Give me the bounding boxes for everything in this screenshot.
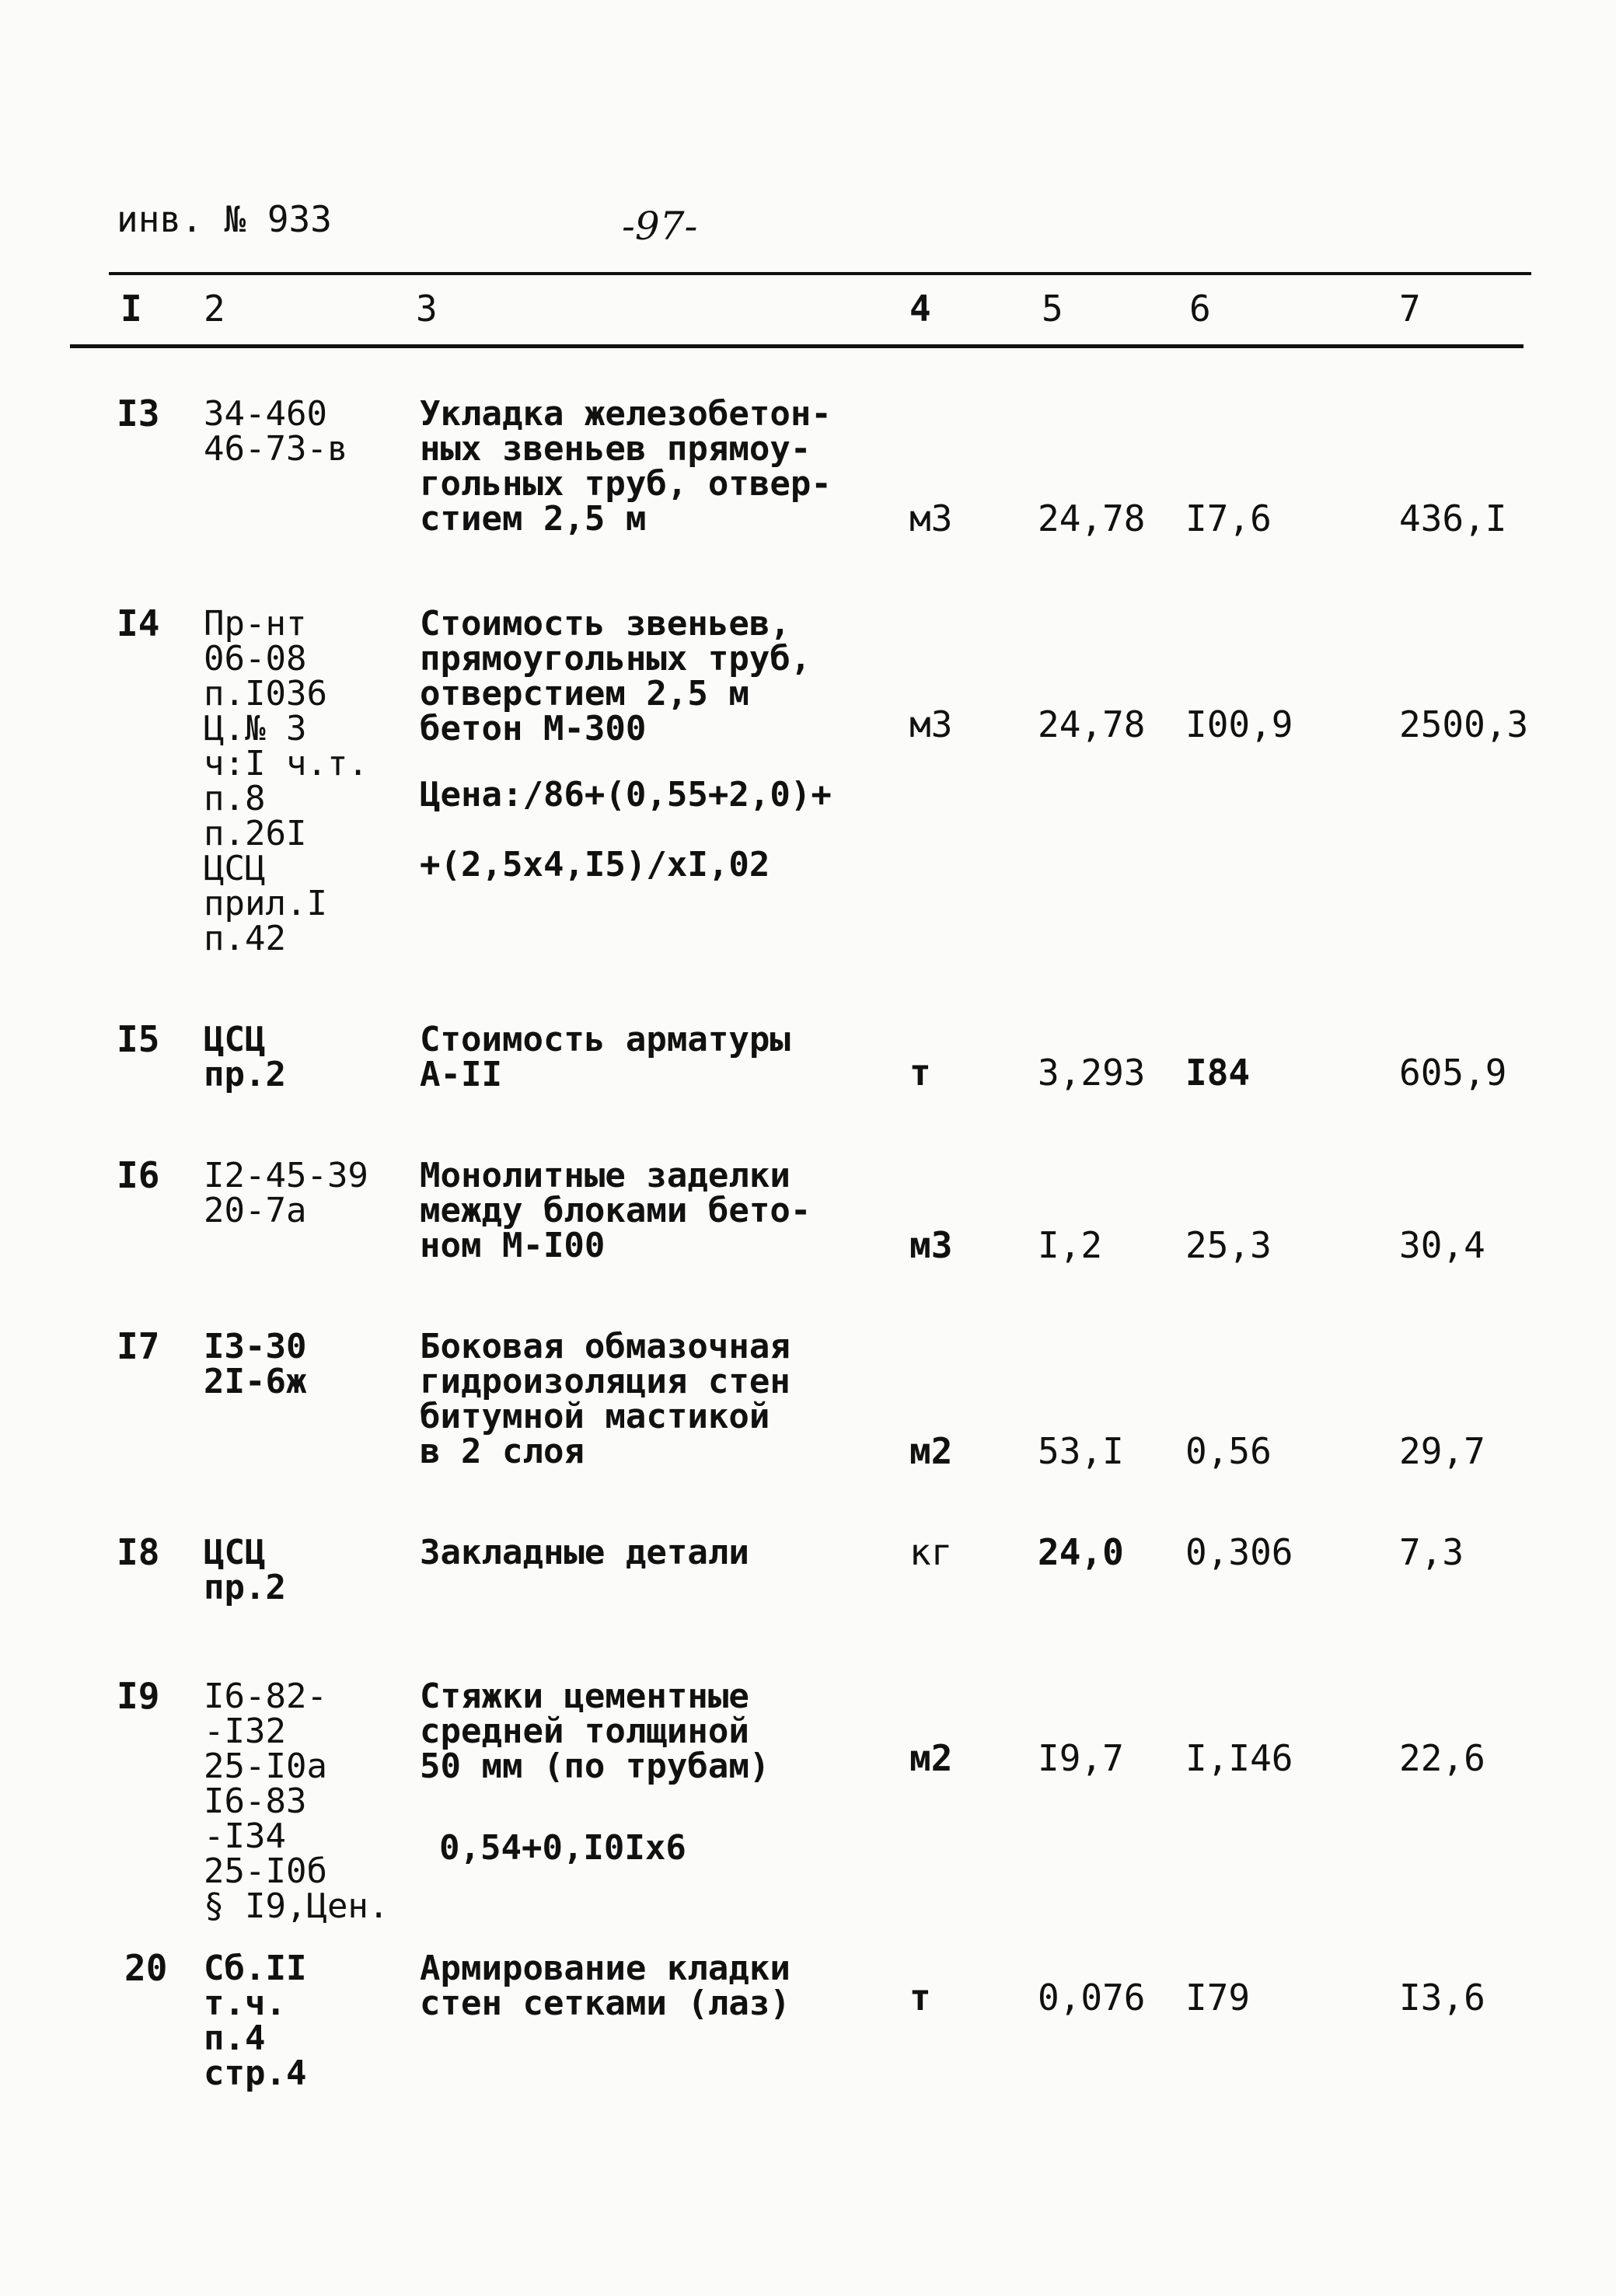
column-header-3: 3	[416, 288, 438, 330]
row-number: I8	[117, 1531, 160, 1573]
row-quantity: 53,I	[1038, 1430, 1124, 1472]
inventory-number: инв. № 933	[117, 198, 332, 240]
row-total: 29,7	[1399, 1430, 1485, 1472]
header-rule-bottom	[70, 344, 1524, 348]
row-total: 2500,3	[1399, 703, 1529, 745]
column-header-1: I	[120, 288, 142, 330]
row-price: 0,306	[1185, 1531, 1293, 1573]
row-number: I6	[117, 1154, 160, 1196]
row-quantity: 24,0	[1038, 1531, 1124, 1573]
row-quantity: 24,78	[1038, 703, 1146, 745]
row-unit: т	[909, 1977, 931, 2019]
row-price: I,I46	[1185, 1737, 1293, 1779]
row-total: 22,6	[1399, 1737, 1485, 1779]
row-number: I4	[117, 602, 160, 644]
row-code: I6-82- -I32 25-I0а I6-83 -I34 25-I0б § I9,Цен.	[204, 1677, 389, 1926]
row-number: I9	[117, 1675, 160, 1717]
row-quantity: 24,78	[1038, 497, 1146, 539]
column-header-4: 4	[909, 288, 931, 330]
row-unit: м2	[909, 1430, 953, 1472]
row-description: Укладка железобетон- ных звеньев прямоу- гольных труб, отвер- стием 2,5 м	[420, 394, 832, 539]
row-code: Пр-нт 06-08 п.I036 Ц.№ 3 ч:I ч.т. п.8 п.26I ЦСЦ прил.I п.42	[204, 604, 368, 958]
row-description: Стоимость звеньев, прямоугольных труб, отверстием 2,5 м бетон М-300	[420, 604, 811, 748]
row-number: I7	[117, 1325, 160, 1367]
row-number: I3	[117, 393, 160, 434]
row-formula: Цена:/86+(0,55+2,0)+ +(2,5х4,I5)/хI,02	[420, 775, 832, 885]
row-unit: т	[909, 1052, 931, 1094]
row-unit: м3	[909, 1224, 953, 1266]
column-header-7: 7	[1399, 288, 1421, 330]
row-price: I84	[1185, 1052, 1251, 1094]
row-price: 0,56	[1185, 1430, 1272, 1472]
row-formula: 0,54+0,I0Iх6	[439, 1828, 686, 1868]
row-description: Армирование кладки стен сетками (лаз)	[420, 1949, 791, 2023]
column-header-6: 6	[1189, 288, 1211, 330]
row-price: 25,3	[1185, 1224, 1272, 1266]
row-quantity: 0,076	[1038, 1977, 1146, 2019]
row-price: I7,6	[1185, 497, 1272, 539]
row-description: Закладные детали	[420, 1533, 749, 1572]
row-description: Боковая обмазочная гидроизоляция стен битумной мастикой в 2 слоя	[420, 1327, 791, 1471]
row-unit: м2	[909, 1737, 953, 1779]
column-header-5: 5	[1042, 288, 1063, 330]
row-total: 30,4	[1399, 1224, 1485, 1266]
row-number: I5	[117, 1018, 160, 1060]
page-number: -97-	[622, 204, 698, 249]
row-code: I2-45-39 20-7а	[204, 1156, 368, 1230]
row-description: Монолитные заделки между блоками бето- ном М-I00	[420, 1156, 811, 1265]
row-total: 605,9	[1399, 1052, 1507, 1094]
row-code: ЦСЦ пр.2	[204, 1533, 286, 1607]
row-price: I79	[1185, 1977, 1251, 2019]
row-total: I3,6	[1399, 1977, 1485, 2019]
column-header-2: 2	[204, 288, 225, 330]
row-unit: м3	[909, 497, 953, 539]
row-code: ЦСЦ пр.2	[204, 1020, 286, 1094]
row-unit: м3	[909, 703, 953, 745]
row-code: I3-30 2I-6ж	[204, 1327, 307, 1401]
row-number: 20	[124, 1947, 168, 1989]
row-quantity: I,2	[1038, 1224, 1103, 1266]
row-total: 7,3	[1399, 1531, 1464, 1573]
row-quantity: 3,293	[1038, 1052, 1146, 1094]
row-total: 436,I	[1399, 497, 1507, 539]
row-unit: кг	[909, 1531, 953, 1573]
row-price: I00,9	[1185, 703, 1293, 745]
header-rule-top	[109, 272, 1531, 275]
row-code: Сб.II т.ч. п.4 стр.4	[204, 1949, 307, 2093]
row-quantity: I9,7	[1038, 1737, 1124, 1779]
row-description: Стоимость арматуры А-II	[420, 1020, 791, 1094]
row-description: Стяжки цементные средней толщиной 50 мм (по трубам)	[420, 1677, 770, 1786]
row-code: 34-460 46-73-в	[204, 394, 348, 469]
